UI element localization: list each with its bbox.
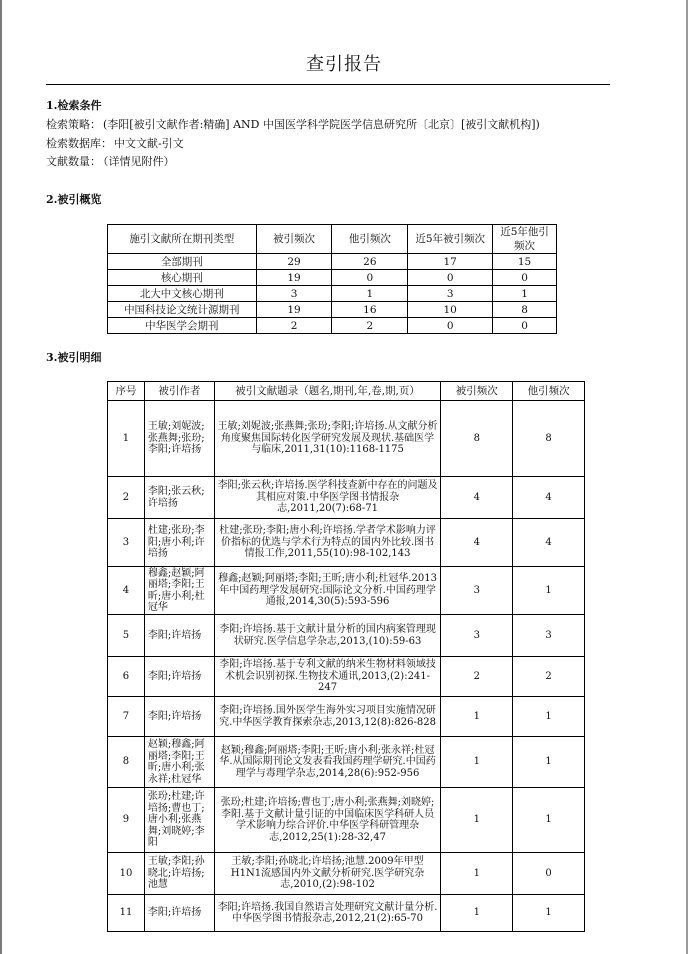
cited-reference-cell: 杜建;张玢;李阳;唐小利;许培扬.学者学术影响力评价指标的优选与学术行为特点的国内外比较.图书情报工作,2011,55(10):98-102,143 [214,519,441,567]
page-title: 查引报告 [306,54,382,75]
overview-header-cell: 近5年他引频次 [493,225,557,254]
journal-type-cell: 核心期刊 [108,270,257,286]
count-cell: 1 [493,286,557,302]
cited-authors-cell: 杜建;张玢;李阳;唐小利;许培扬 [144,519,214,567]
count-cell: 0 [408,318,493,334]
row-number-cell: 3 [108,519,145,567]
count-cell: 0 [493,318,557,334]
detail-row [108,657,585,697]
citation-count-cell: 3 [441,615,513,657]
citation-count-cell: 1 [441,788,513,853]
cited-authors-cell: 赵颖;穆鑫;阿丽塔;李阳;王昕;唐小利;张永祥;杜冠华 [144,737,214,788]
cited-reference-cell: 王敏;李阳;孙晓北;许培扬;池慧.2009年甲型H1N1流感国内外文献分析研究.医学研究杂志,2010,(2):98-102 [214,853,441,895]
cited-reference-cell: 李阳;许培扬.国外医学生海外实习项目实施情况研究.中华医学教育探索杂志,2013,12(8):826-828 [214,697,441,737]
section-1-heading: 1.检索条件 [46,99,102,112]
journal-type-cell: 中国科技论文统计源期刊 [108,302,257,318]
cited-authors-cell: 王敏;李阳;孙晓北;许培扬;池慧 [144,853,214,895]
citation-count-cell: 1 [441,737,513,788]
cited-authors-cell: 穆鑫;赵颖;阿丽塔;李阳;王昕;唐小利;杜冠华 [144,567,214,615]
count-cell: 8 [493,302,557,318]
detail-row [108,567,585,615]
count-cell: 3 [408,286,493,302]
count-cell: 3 [256,286,332,302]
row-number-cell: 7 [108,697,145,737]
journal-type-cell: 北大中文核心期刊 [108,286,257,302]
detail-header-cell: 序号 [108,382,145,401]
detail-row [108,895,585,932]
count-cell: 19 [256,270,332,286]
detail-header-row [108,382,585,401]
detail-header-cell: 被引作者 [144,382,214,401]
cited-authors-cell: 王敏;刘妮波;张燕舞;张玢;李阳;许培扬 [144,401,214,477]
cited-reference-cell: 李阳;许培扬.我国自然语言处理研究文献计量分析.中华医学图书情报杂志,2012,21(2):65-70 [214,895,441,932]
document-count-label: 文献数量： [46,155,101,168]
row-number-cell: 10 [108,853,145,895]
citation-count-cell: 4 [441,477,513,519]
cited-reference-cell: 穆鑫;赵颖;阿丽塔;李阳;王昕;唐小利;杜冠华.2013年中国药理学发展研究:国际论文分析.中国药理学通报,2014,30(5):593-596 [214,567,441,615]
other-citation-count-cell: 4 [513,519,585,567]
overview-header-cell: 他引频次 [332,225,408,254]
row-number-cell: 8 [108,737,145,788]
count-cell: 2 [256,318,332,334]
cited-authors-cell: 张玢;杜建;许培扬;曹也丁;唐小利;张燕舞;刘晓婷;李阳 [144,788,214,853]
row-number-cell: 5 [108,615,145,657]
detail-row [108,477,585,519]
citation-count-cell: 4 [441,519,513,567]
other-citation-count-cell: 0 [513,853,585,895]
search-strategy-line [46,116,540,132]
overview-row [108,286,557,302]
other-citation-count-cell: 1 [513,697,585,737]
title-divider [46,84,610,85]
overview-header-cell: 施引文献所在期刊类型 [108,225,257,254]
other-citation-count-cell: 3 [513,615,585,657]
search-database-label: 检索数据库： [46,137,112,150]
detail-header-cell: 被引频次 [441,382,513,401]
cited-reference-cell: 李阳;许培扬.基于专利文献的纳米生物材料领域技术机会识别初探.生物技术通讯,2013,(2):241-247 [214,657,441,697]
row-number-cell: 6 [108,657,145,697]
count-cell: 0 [493,270,557,286]
row-number-cell: 2 [108,477,145,519]
count-cell: 17 [408,254,493,270]
document-count-line [46,153,175,169]
count-cell: 19 [256,302,332,318]
search-database-line [46,135,184,151]
overview-row [108,302,557,318]
other-citation-count-cell: 1 [513,737,585,788]
detail-row [108,853,585,895]
section-3-heading: 3.被引明细 [46,351,102,364]
journal-type-cell: 全部期刊 [108,254,257,270]
count-cell: 10 [408,302,493,318]
detail-row [108,615,585,657]
overview-row [108,254,557,270]
detail-row [108,788,585,853]
cited-authors-cell: 李阳;许培扬 [144,615,214,657]
cited-reference-cell: 赵颖;穆鑫;阿丽塔;李阳;王昕;唐小利;张永祥;杜冠华.从国际期刊论文发表看我国药理学研究.中国药理学与毒理学杂志,2014,28(6):952-956 [214,737,441,788]
other-citation-count-cell: 1 [513,788,585,853]
search-strategy-value: (李阳[被引文献作者:精确] AND 中国医学科学院医学信息研究所〔北京〕[被引文献机构]) [103,118,540,131]
count-cell: 15 [493,254,557,270]
detail-header-cell: 被引文献题录（题名,期刊,年,卷,期,页） [214,382,441,401]
overview-header-cell: 被引频次 [256,225,332,254]
detail-header-cell: 他引频次 [513,382,585,401]
detail-row [108,401,585,477]
cited-reference-cell: 李阳;张云秋;许培扬.医学科技查新中存在的问题及其相应对策.中华医学图书情报杂志,2011,20(7):68-71 [214,477,441,519]
count-cell: 0 [332,270,408,286]
cited-authors-cell: 李阳;许培扬 [144,697,214,737]
count-cell: 1 [332,286,408,302]
search-strategy-label: 检索策略： [46,118,101,131]
citation-count-cell: 1 [441,853,513,895]
cited-reference-cell: 张玢;杜建;许培扬;曹也丁;唐小利;张燕舞;刘晓婷;李阳.基于文献计量引证的中国临床医学科研人员学术影响力综合评价.中华医学科研管理杂志,2012,25(1):28-32,47 [214,788,441,853]
count-cell: 2 [332,318,408,334]
document-count-value: （详情见附件） [103,155,175,168]
section-2-heading: 2.被引概览 [46,193,102,206]
citation-count-cell: 2 [441,657,513,697]
other-citation-count-cell: 2 [513,657,585,697]
count-cell: 0 [408,270,493,286]
count-cell: 29 [256,254,332,270]
cited-authors-cell: 李阳;许培扬 [144,895,214,932]
journal-type-cell: 中华医学会期刊 [108,318,257,334]
citation-overview-table [107,224,557,334]
other-citation-count-cell: 8 [513,401,585,477]
count-cell: 16 [332,302,408,318]
other-citation-count-cell: 1 [513,895,585,932]
cited-authors-cell: 李阳;张云秋;许培扬 [144,477,214,519]
detail-row [108,519,585,567]
row-number-cell: 4 [108,567,145,615]
row-number-cell: 1 [108,401,145,477]
cited-reference-cell: 王敏;刘妮波;张燕舞;张玢;李阳;许培扬.从文献分析角度聚焦国际转化医学研究发展及现状.基础医学与临床,2011,31(10):1168-1175 [214,401,441,477]
detail-row [108,697,585,737]
citation-count-cell: 1 [441,697,513,737]
citation-count-cell: 1 [441,895,513,932]
count-cell: 26 [332,254,408,270]
other-citation-count-cell: 1 [513,567,585,615]
citation-count-cell: 8 [441,401,513,477]
row-number-cell: 9 [108,788,145,853]
overview-row [108,318,557,334]
overview-header-row [108,225,557,254]
citation-count-cell: 3 [441,567,513,615]
detail-row [108,737,585,788]
overview-row [108,270,557,286]
page-edge-left [0,0,2,954]
other-citation-count-cell: 4 [513,477,585,519]
citation-detail-table [107,381,585,932]
cited-authors-cell: 李阳;许培扬 [144,657,214,697]
row-number-cell: 11 [108,895,145,932]
overview-header-cell: 近5年被引频次 [408,225,493,254]
search-database-value: 中文文献-引文 [114,137,184,150]
cited-reference-cell: 李阳;许培扬.基于文献计量分析的国内病案管理现状研究.医学信息学杂志,2013,(10):59-63 [214,615,441,657]
